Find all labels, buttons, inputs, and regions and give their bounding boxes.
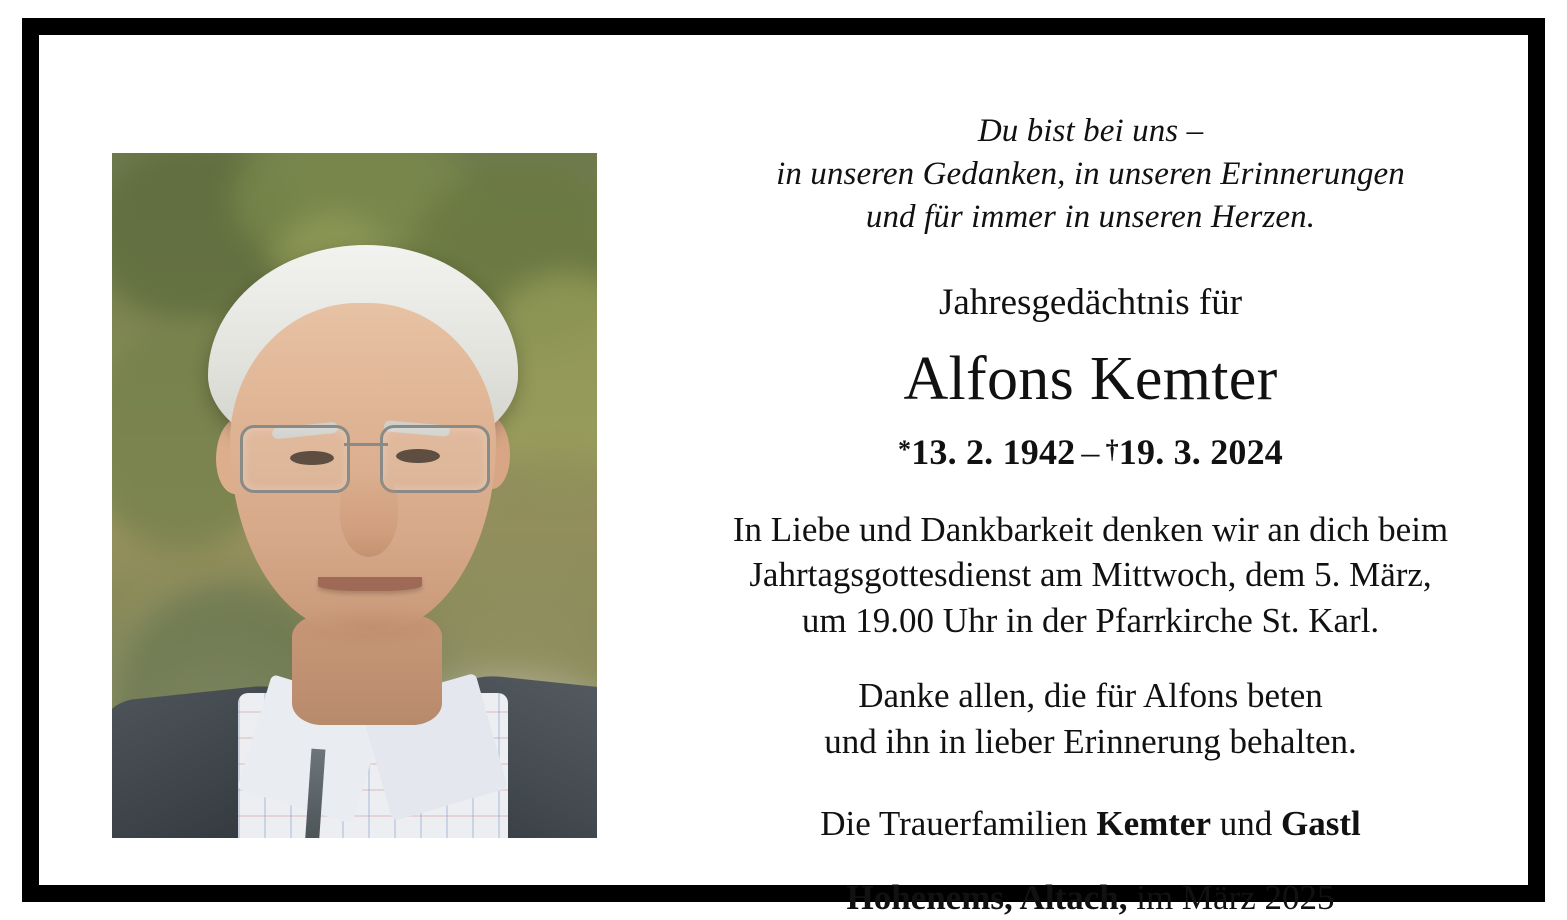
portrait-photo <box>112 153 597 838</box>
mouth <box>318 577 422 591</box>
verse-line-1: Du bist bei uns – <box>977 113 1204 149</box>
dedication-line: Jahresgedächtnis für <box>938 281 1243 323</box>
mourning-families <box>638 804 1543 844</box>
death-symbol: † <box>1105 434 1119 464</box>
thanks-line-1: Danke allen, die für Alfons beten <box>858 676 1323 715</box>
birth-symbol: * <box>897 434 912 464</box>
service-line-3: um 19.00 Uhr in der Pfarrkirche St. Karl. <box>801 600 1380 640</box>
date-separator: – <box>1081 431 1100 472</box>
chin-shadow <box>282 605 462 649</box>
families-conjunction: und <box>1210 804 1281 843</box>
nose <box>340 471 398 557</box>
memorial-verse <box>638 110 1543 239</box>
family-name-two: Gastl <box>1280 804 1361 843</box>
deceased-name: Alfons Kemter <box>903 345 1278 414</box>
birth-date: 13. 2. 1942 <box>911 431 1076 472</box>
place-date: im März 2025 <box>1127 878 1335 917</box>
thanks-line-2: und ihn in lieber Erinnerung behalten. <box>824 721 1357 761</box>
place-and-date <box>638 878 1543 918</box>
service-line-2: Jahrtagsgottesdienst am Mittwoch, dem 5. März, <box>749 555 1432 594</box>
life-dates <box>638 431 1543 473</box>
photo-background <box>112 153 597 838</box>
verse-line-3: und für immer in unseren Herzen. <box>865 198 1316 235</box>
service-line-1: In Liebe und Dankbarkeit denken wir an dich beim <box>732 509 1449 549</box>
families-prefix: Die Trauerfamilien <box>820 804 1097 843</box>
death-date: 19. 3. 2024 <box>1118 431 1283 472</box>
family-name-one: Kemter <box>1096 804 1211 843</box>
notice-content <box>78 70 1567 920</box>
thanks-block <box>638 673 1543 764</box>
text-column <box>638 88 1543 918</box>
verse-line-2: in unseren Gedanken, in unseren Erinnerungen <box>776 155 1405 192</box>
mourning-frame <box>22 18 1545 917</box>
service-details <box>638 507 1543 644</box>
place-locations: Hohenems, Altach, <box>846 878 1128 917</box>
